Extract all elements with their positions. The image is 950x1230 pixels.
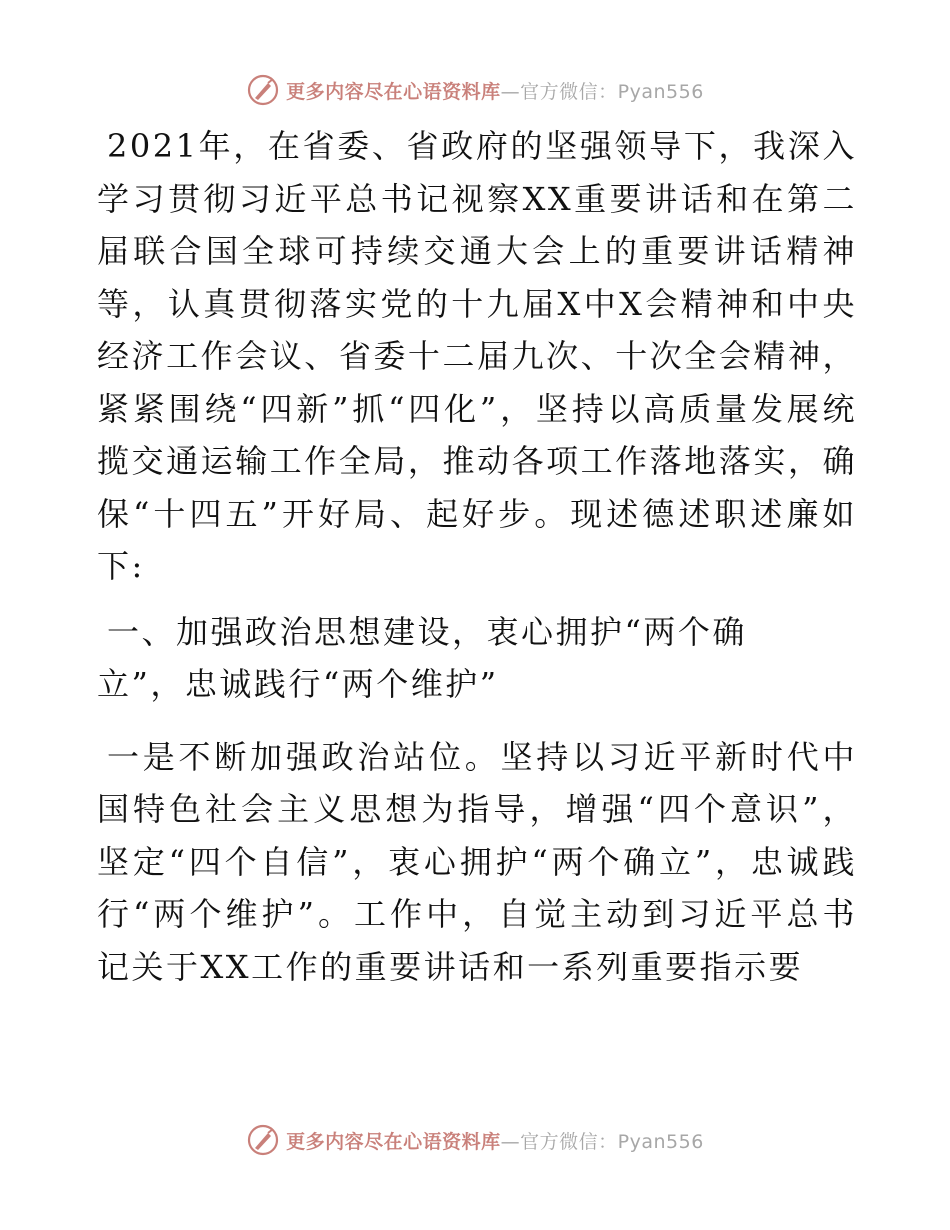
section-heading: 一、加强政治思想建设，衷心拥护“两个确立”，忠诚践行“两个维护” — [97, 612, 747, 703]
section-paragraph: 一是不断加强政治站位。坚持以习近平新时代中国特色社会主义思想为指导，增强“四个意识”，坚定“四个自信”，衷心拥护“两个确立”，忠诚践行“两个维护”。工作中，自觉主动到习近平总书记关于XX工作的重要讲话和一系列重要指示要 — [97, 737, 857, 986]
watermark-contact: —官方微信：Pyan556 — [500, 80, 704, 103]
document-body — [97, 120, 857, 993]
footer-watermark — [0, 1120, 950, 1160]
intro-paragraph: 2021年，在省委、省政府的坚强领导下，我深入学习贯彻习近平总书记视察XX重要讲话和在第二届联合国全球可持续交通大会上的重要讲话精神等，认真贯彻落实党的十九届X中X会精神和中央经济工作会议、省委十二届九次、十次全会精神，紧紧围绕“四新”抓“四化”，坚持以高质量发展统揽交通运输工作全局，推动各项工作落地落实，确保“十四五”开好局、起好步。现述德述职述廉如下: — [97, 127, 857, 585]
watermark-contact: —官方微信：Pyan556 — [500, 1130, 704, 1153]
watermark-brand: 更多内容尽在心语资料库 — [286, 80, 501, 103]
watermark-text — [286, 77, 704, 104]
header-watermark — [0, 70, 950, 110]
watermark-text — [286, 1127, 704, 1154]
watermark-brand: 更多内容尽在心语资料库 — [286, 1130, 501, 1153]
quill-logo-icon — [246, 73, 280, 107]
quill-logo-icon — [246, 1123, 280, 1157]
